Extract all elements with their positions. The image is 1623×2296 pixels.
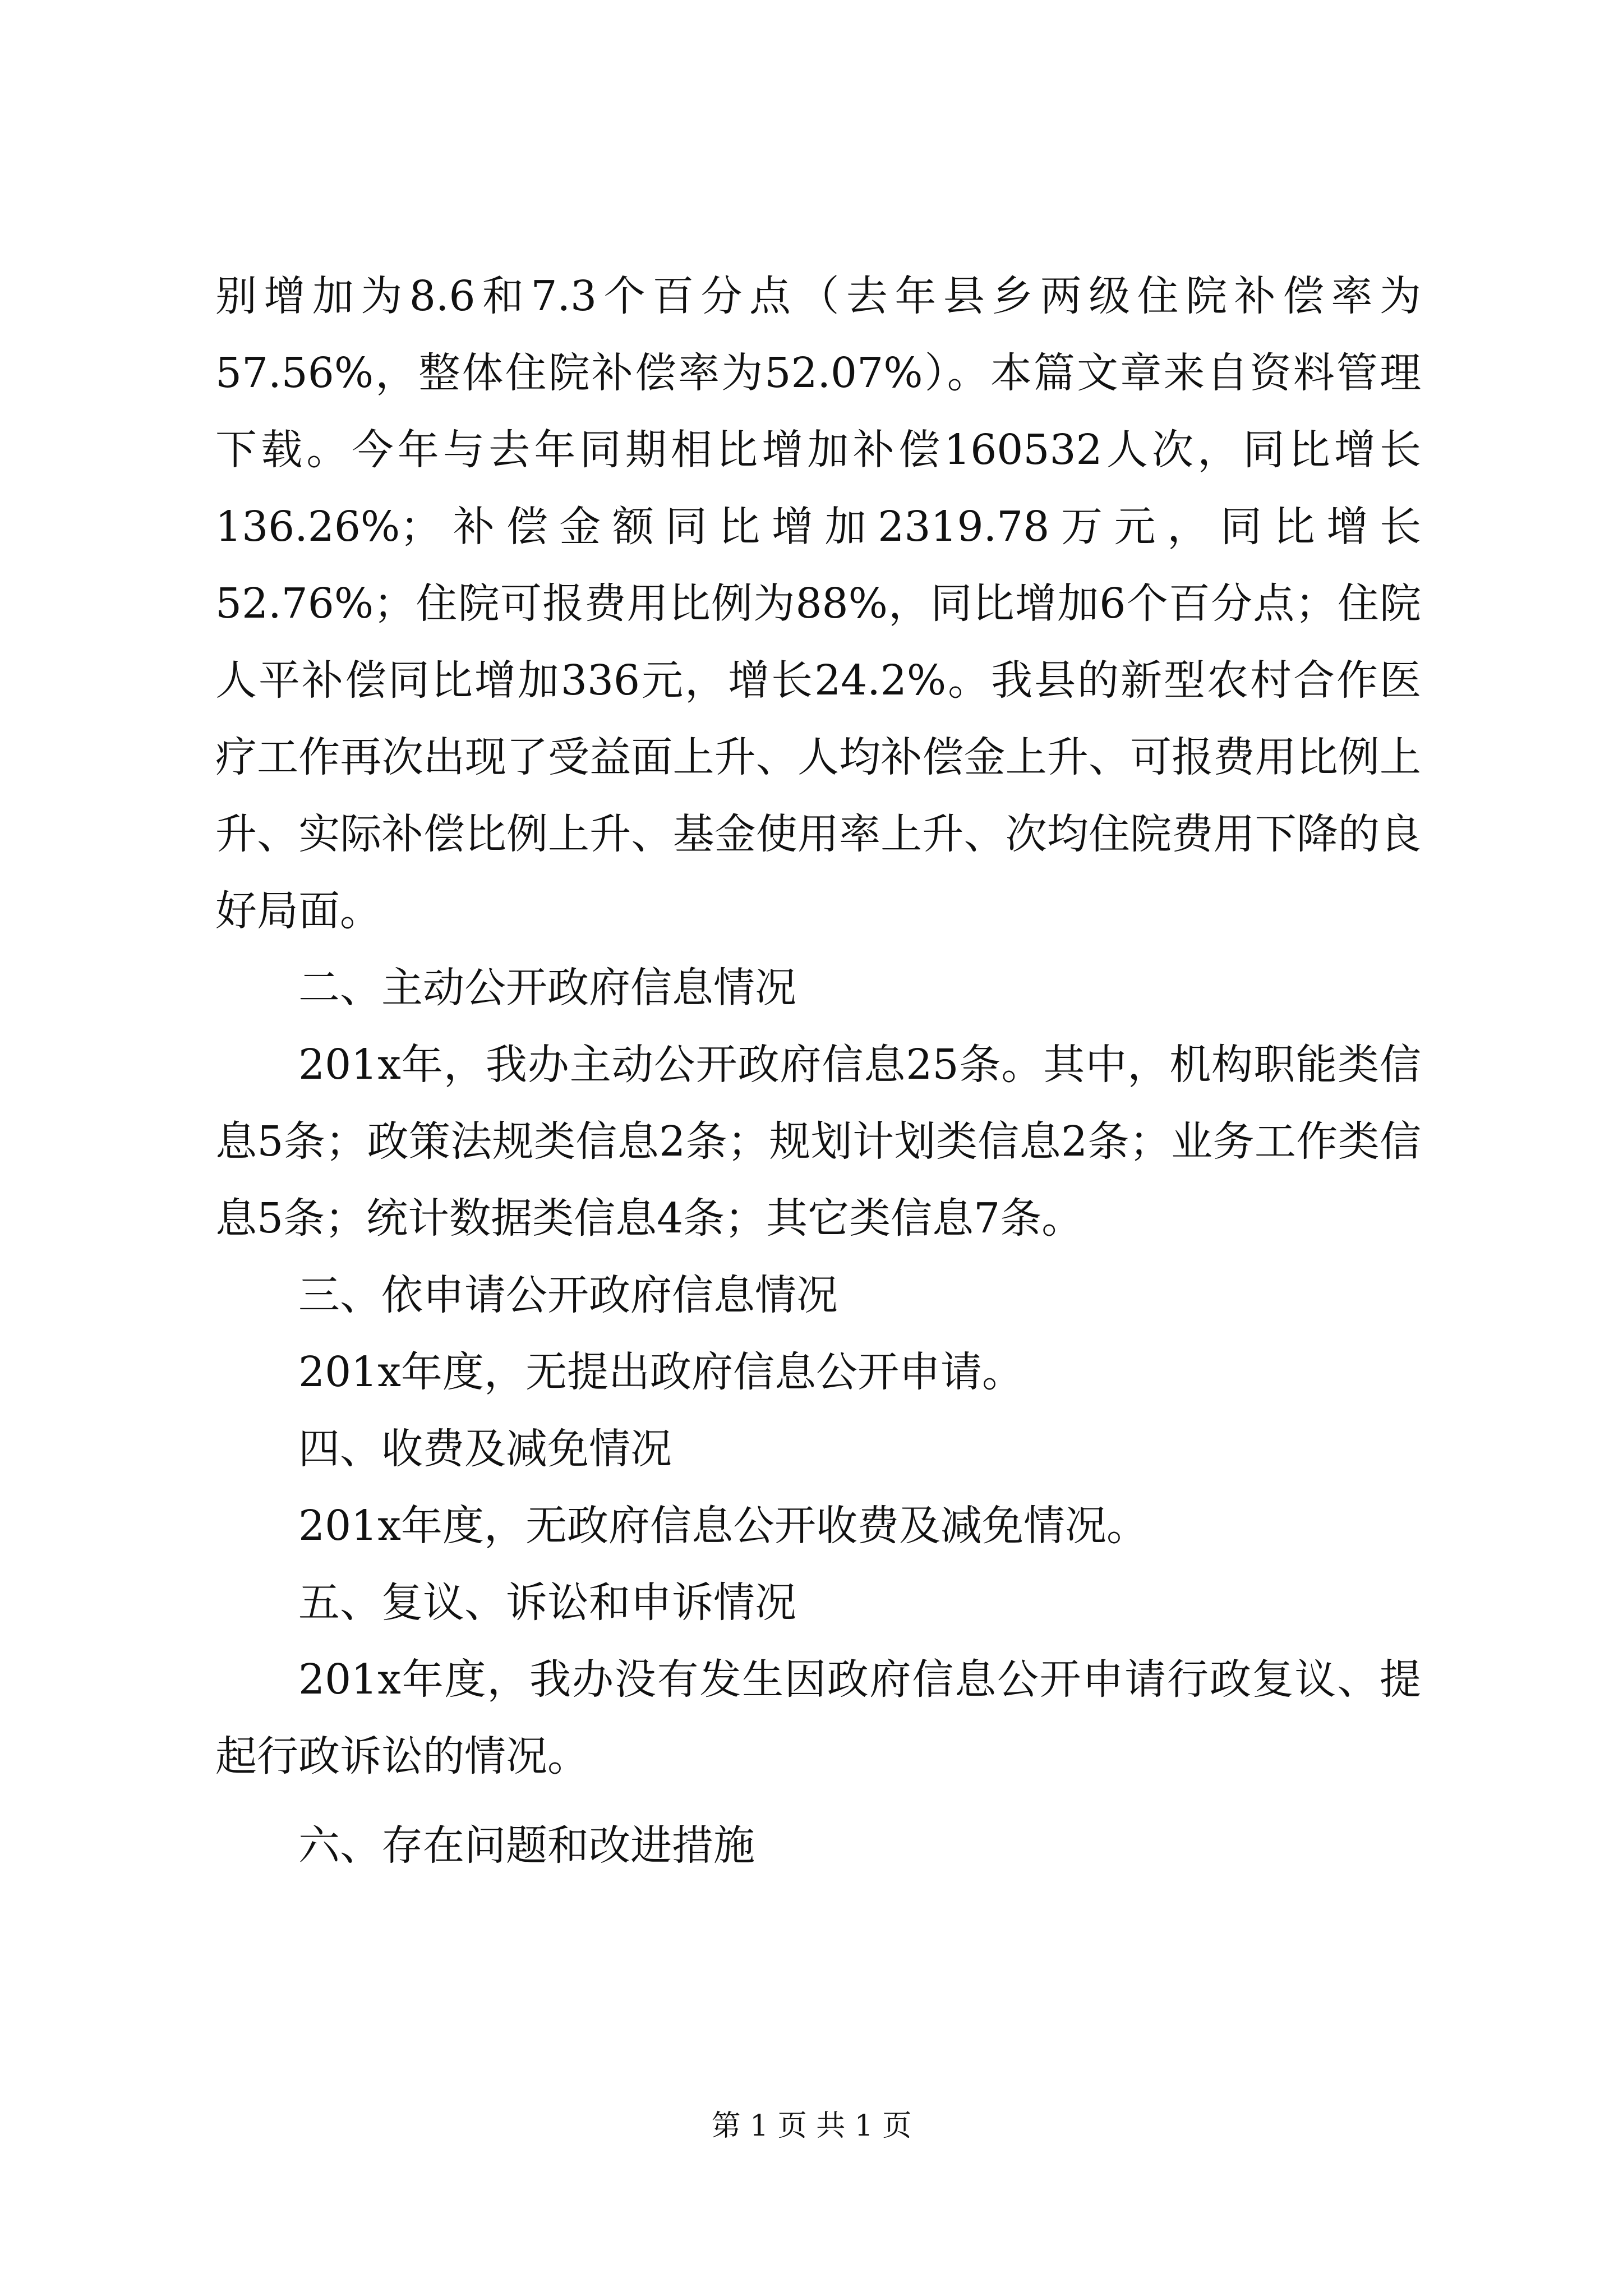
section-heading-2: 二、主动公开政府信息情况 bbox=[298, 964, 796, 1012]
page-footer bbox=[0, 2106, 1623, 2146]
document-body bbox=[215, 258, 1421, 1884]
section-heading-3: 三、依申请公开政府信息情况 bbox=[298, 1271, 838, 1319]
paragraph: 201x年度，我办没有发生因政府信息公开申请行政复议、提起行政诉讼的情况。 bbox=[215, 1655, 1421, 1780]
paragraph: 201x年度，无政府信息公开收费及减免情况。 bbox=[298, 1502, 1148, 1550]
section-heading-4: 四、收费及减免情况 bbox=[298, 1425, 672, 1473]
section-heading-5: 五、复议、诉讼和申诉情况 bbox=[298, 1579, 796, 1627]
paragraph: 201x年，我办主动公开政府信息25条。其中，机构职能类信息5条；政策法规类信息2条；规划计划类信息2条；业务工作类信息5条；统计数据类信息4条；其它类信息7条。 bbox=[215, 1041, 1421, 1243]
paragraph: 201x年度，无提出政府信息公开申请。 bbox=[298, 1348, 1023, 1396]
paragraph-continuation: 别增加为8.6和7.3个百分点（去年县乡两级住院补偿率为57.56%，整体住院补偿率为52.07%）。本篇文章来自资料管理下载。今年与去年同期相比增加补偿160532人次，同比增长136.26%；补偿金额同比增加2319.78万元，同比增长52.76%；住院可报费用比例为88%，同比增加6个百分点；住院人平补偿同比增加336元，增长24.2%。我县的新型农村合作医疗工作再次出现了受益面上升、人均补偿金上升、可报费用比例上升、实际补偿比例上升、基金使用率上升、次均住院费用下降的良好局面。 bbox=[215, 272, 1421, 935]
page-number-label: 第 1 页 共 1 页 bbox=[711, 2109, 912, 2143]
section-heading-6: 六、存在问题和改进措施 bbox=[298, 1821, 755, 1870]
